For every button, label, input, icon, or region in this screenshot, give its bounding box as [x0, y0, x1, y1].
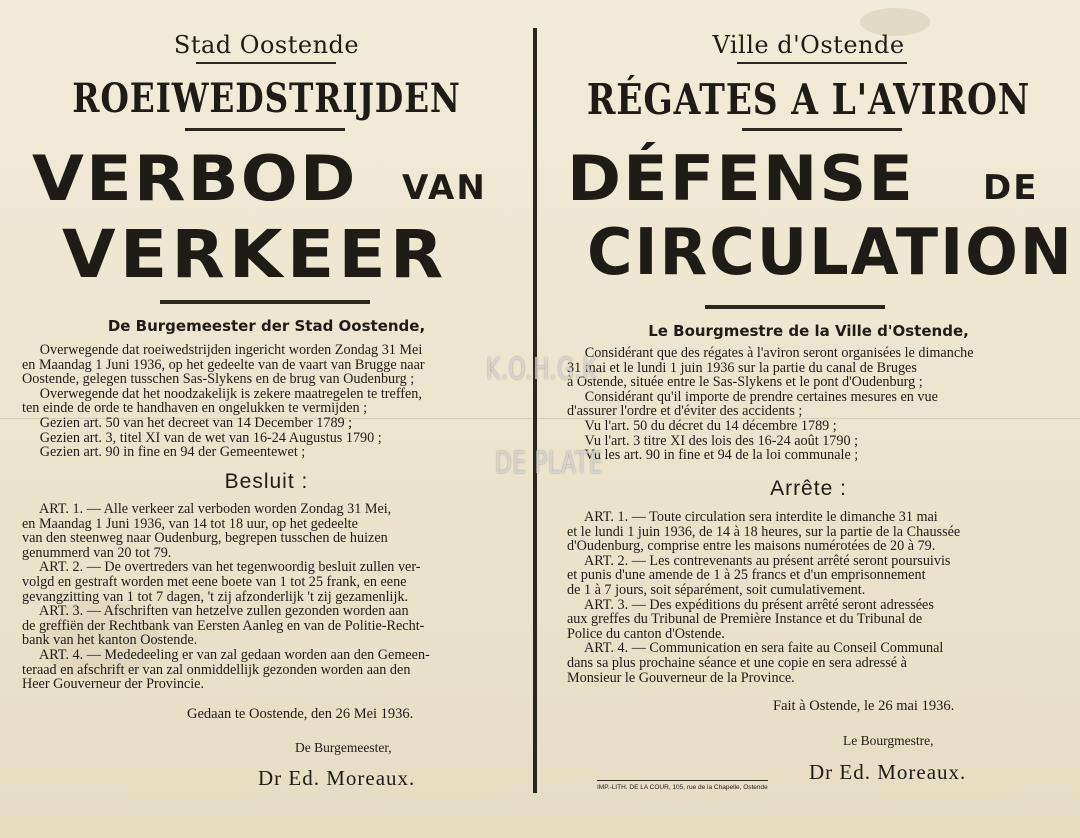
signer-name: Dr Ed. Moreaux. [258, 766, 416, 790]
signer-name: Dr Ed. Moreaux. [809, 760, 967, 784]
city-heading: Stad Oostende [173, 31, 360, 59]
headline-line2: VERKEER [62, 216, 448, 293]
date-line: Fait à Ostende, le 26 mai 1936. [773, 698, 955, 714]
rule [160, 300, 370, 304]
articles-text: ART. 1. — Alle verkeer zal verboden worden Zondag 31 Mei, en Maandag 1 Juni 1936, van 14 tot 18 uur, op het gedeelte van den steenweg naar Oudenburg, begrepen tusschen de huizen genummerd van 20 tot 79. ART. 2. — De overtreders van het tegenwoordig besluit zullen ver- volgd en gestraft worden met eene boete van 1 tot 25 frank, en eene gevangzitting van 1 tot 7 dagen, 't zij afzonderlijk 't zij gezamenlijk. ART. 3. — Afschriften van hetzelve zullen gezonden worden aan de greffiën der Rechtbank van Eersten Aanleg en van de Politie-Recht- bank van het kanton Oostende. ART. 4. — Mededeeling er van zal gedaan worden aan den Gemeen- teraad en afschrift er van zal onmiddellijk gezonden worden aan den Heer Gouverneur der Provincie. [22, 501, 430, 693]
articles-text: ART. 1. — Toute circulation sera interdite le dimanche 31 mai et le lundi 1 juin 1936, de 14 à 18 heures, sur la partie de la Chaussée d'Oudenburg, comprise entre les maisons numérotées de 20 à 79. ART. 2. — Les contrevenants au présent arrêté seront poursuivis et punis d'une amende de 1 à 25 francs et d'un emprisonnement de 1 à 7 jours, soit séparément, soit cumulativement. ART. 3. — Des expéditions du présent arrêté seront adressées aux greffes du Tribunal de Première Instance et du Tribunal de Police du canton d'Ostende. ART. 4. — Communication en sera faite au Conseil Communal dans sa plus prochaine séance et une copie en sera adressé à Monsieur le Gouverneur de la Province. [567, 509, 961, 686]
authority-line: Le Bourgmestre de la Ville d'Ostende, [648, 322, 969, 340]
event-title: ROEIWEDSTRIJDEN [72, 75, 461, 122]
headline-line2: CIRCULATION [587, 216, 1074, 290]
printer-imprint: IMP.-LITH. DE LA COUR, 105, rue de la Chapelle, Ostende [597, 780, 768, 791]
authority-line: De Burgemeester der Stad Oostende, [107, 317, 426, 335]
section-heading: Besluit : [224, 470, 309, 493]
watermark-line2: DE PLATE [495, 446, 604, 481]
headline-line1: DÉFENSE [567, 142, 915, 215]
signer-title: De Burgemeester, [295, 740, 392, 755]
rule [705, 305, 885, 309]
rule [742, 128, 902, 131]
rule [737, 62, 907, 64]
date-line: Gedaan te Oostende, den 26 Mei 1936. [187, 706, 414, 722]
column-divider [533, 28, 537, 793]
event-title: RÉGATES A L'AVIRON [586, 75, 1031, 124]
headline-line1: VERBOD [32, 142, 358, 215]
considerations-text: Overwegende dat roeiwedstrijden ingericht worden Zondag 31 Mei en Maandag 1 Juni 1936, op het gedeelte van de vaart van Brugge naar Oostende, gelegen tusschen Sas-Slykens en de brug van Oudenburg ; Overwegende dat het noodzakelijk is zekere maatregelen te treffen, ten einde de orde te handhaven en ongelukken te vermijden ; Gezien art. 50 van het decreet van 14 December 1789 ; Gezien art. 3, titel XI van de wet van 16-24 Augustus 1790 ; Gezien art. 90 in fine en 94 der Gemeentewet ; [22, 342, 425, 461]
city-heading: Ville d'Ostende [712, 31, 905, 59]
section-heading: Arrête : [770, 477, 847, 500]
headline-line1-suffix: DE [983, 168, 1039, 208]
signer-title: Le Bourgmestre, [843, 733, 934, 748]
watermark-line1: K.O.H.G.K [486, 352, 598, 387]
headline-line1-suffix: VAN [402, 168, 487, 208]
considerations-text: Considérant que des régates à l'aviron seront organisées le dimanche 31 mai et le lundi 1 juin 1936 sur la partie du canal de Bruges à Ostende, située entre le Sas-Slykens et le pont d'Oudenburg ; Considérant qu'il importe de prendre certaines mesures en vue d'assurer l'ordre et d'éviter des accidents ; Vu l'art. 50 du décret du 14 décembre 1789 ; Vu l'art. 3 titre XI des lois des 16-24 août 1790 ; Vu les art. 90 in fine et 94 de la loi communale ; [567, 345, 974, 464]
rule [185, 128, 345, 131]
rule [196, 62, 336, 64]
